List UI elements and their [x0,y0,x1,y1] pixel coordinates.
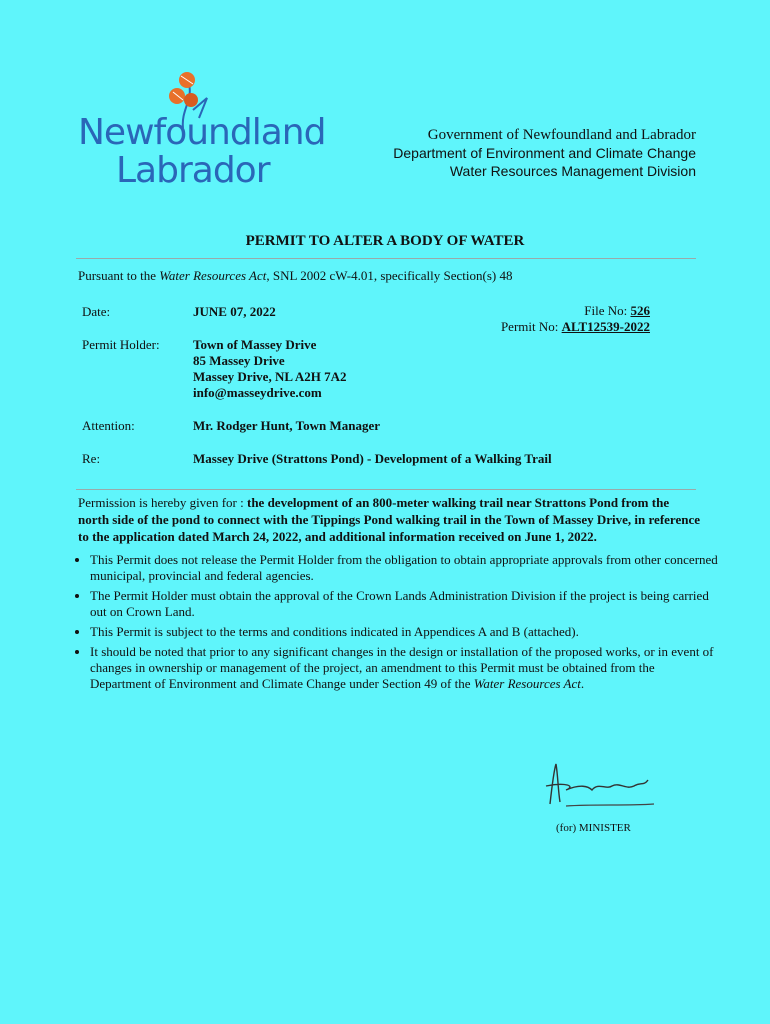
pursuant-line [78,268,512,284]
handwritten-signature [536,756,666,816]
logo-text-labrador: Labrador [116,150,270,191]
condition-end: . [580,676,585,691]
act-name: Water Resources Act [159,268,267,283]
holder-line: Massey Drive, NL A2H 7A2 [193,369,347,384]
logo-text-newfoundland: Newfoundland [78,112,326,153]
government-name: Government of Newfoundland and Labrador [427,127,696,143]
file-number: 526 [630,303,650,318]
newfoundland-labrador-logo [78,70,326,191]
holder-line: Town of Massey Drive [193,337,317,352]
condition-text: It should be noted that prior to any significant changes in the design or installation of the proposed works, or in event of changes in ownership or management of the project, an amendment to this Permit must be obtained from the Department of Environment and Climate Change under Section 49 of the [90,644,714,691]
government-header [393,126,696,180]
permit-number-line [501,319,650,335]
act-name: Water Resources Act [473,676,581,691]
signature-caption: (for) MINISTER [556,822,631,834]
pursuant-suffix: , SNL 2002 cW-4.01, specifically Section(s) 48 [266,268,513,283]
pursuant-prefix: Pursuant to the [78,268,160,283]
permit-number: ALT12539-2022 [561,319,650,334]
permit-title: PERMIT TO ALTER A BODY OF WATER [245,233,525,249]
permit-holder-address [193,337,346,401]
date-value: JUNE 07, 2022 [193,304,276,319]
holder-line: 85 Massey Drive [193,353,285,368]
condition-item [90,644,718,692]
conditions-list [74,552,718,696]
permission-body: the development of an 800-meter walking trail near Strattons Pond from the north side of the pond to connect with the Tippings Pond walking trail in the Town of Massey Drive, in reference to the application dated March 24, 2022, and additional information received on June 1, 2022. [78,495,700,544]
divider [76,258,696,259]
attention-label: Attention: [82,418,135,433]
re-value: Massey Drive (Strattons Pond) - Development of a Walking Trail [193,451,552,466]
permission-prefix: Permission is hereby given for : [78,495,247,510]
attention-value: Mr. Rodger Hunt, Town Manager [193,418,381,433]
condition-item: • This Permit does not release the Permit Holder from the obligation to obtain appropriate approvals from other concerned municipal, provincial and federal agencies. [90,552,718,584]
permission-paragraph [78,494,700,545]
date-label: Date: [82,304,111,319]
permit-holder-label: Permit Holder: [82,337,160,352]
condition-item: • The Permit Holder must obtain the approval of the Crown Lands Administration Division if the project is being carried out on Crown Land. [90,588,718,620]
holder-email: info@masseydrive.com [193,385,322,400]
file-number-label: File No: [584,303,631,318]
division-name: Water Resources Management Division [449,163,696,179]
department-name: Department of Environment and Climate Change [393,145,696,161]
divider [76,489,696,490]
file-info [501,303,650,335]
condition-item: • This Permit is subject to the terms and conditions indicated in Appendices A and B (attached). [90,624,718,640]
re-label: Re: [82,451,101,466]
permit-number-label: Permit No: [500,319,562,334]
file-number-line [501,303,650,319]
